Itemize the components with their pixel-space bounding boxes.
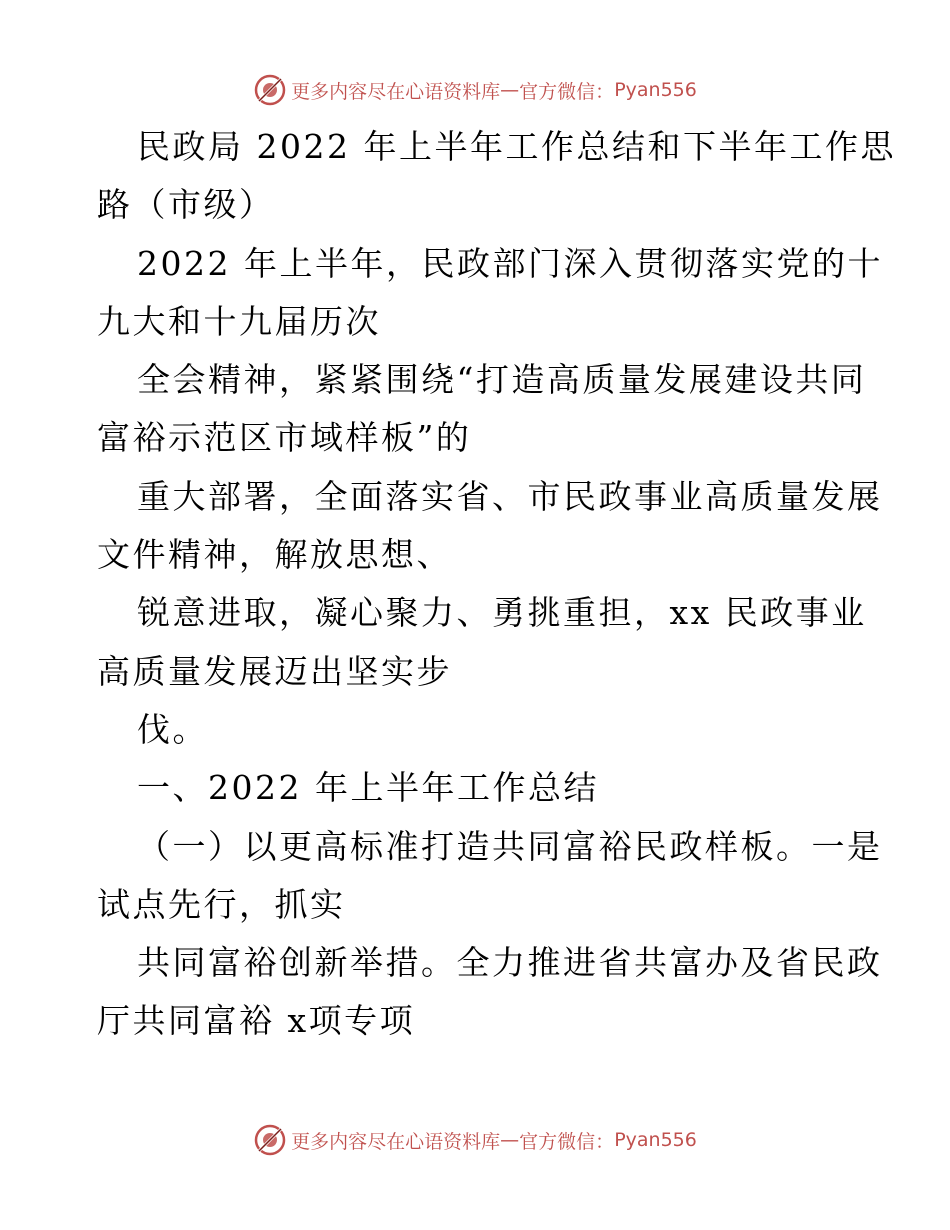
- watermark-footer: [0, 1120, 950, 1160]
- pen-logo-icon: [253, 1123, 287, 1157]
- watermark-wechat-id: Pyan556: [614, 79, 697, 101]
- text-line: 高质量发展迈出坚实步: [97, 651, 452, 691]
- text-line: 九大和十九届历次: [97, 301, 381, 341]
- text-line: 2022 年上半年，民政部门深入贯彻落实党的十: [137, 243, 883, 283]
- text-line: （一）以更高标准打造共同富裕民政样板。一是: [137, 826, 883, 866]
- watermark-separator: —: [500, 79, 520, 101]
- document-body: [97, 118, 896, 1051]
- text-line: 全会精神，紧紧围绕“打造高质量发展建设共同: [137, 360, 867, 400]
- watermark-wechat-id: Pyan556: [614, 1129, 697, 1151]
- text-line: 民政局 2022 年上半年工作总结和下半年工作思: [137, 127, 896, 166]
- watermark-title: 更多内容尽在心语资料库: [291, 80, 501, 103]
- text-line: 试点先行，抓实: [97, 884, 346, 924]
- text-line: 伐。: [137, 709, 208, 749]
- text-line: 富裕示范区市域样板”的: [97, 418, 472, 458]
- watermark-wechat-label: 官方微信：: [519, 80, 615, 103]
- text-line: 共同富裕创新举措。全力推进省共富办及省民政: [137, 943, 883, 983]
- watermark-header: [0, 70, 950, 110]
- text-line: 路（市级）: [97, 185, 275, 225]
- text-line: 文件精神，解放思想、: [97, 535, 452, 575]
- pen-logo-icon: [253, 73, 287, 107]
- text-line: 锐意进取，凝心聚力、勇挑重担，xx 民政事业: [137, 593, 867, 633]
- watermark-separator: —: [500, 1129, 520, 1151]
- text-line: 厅共同富裕 x项专项: [97, 1001, 416, 1041]
- section-heading: 一、2022 年上半年工作总结: [137, 768, 599, 808]
- watermark-wechat-label: 官方微信：: [519, 1130, 615, 1153]
- text-line: 重大部署，全面落实省、市民政事业高质量发展: [137, 476, 883, 516]
- watermark-title: 更多内容尽在心语资料库: [291, 1130, 501, 1153]
